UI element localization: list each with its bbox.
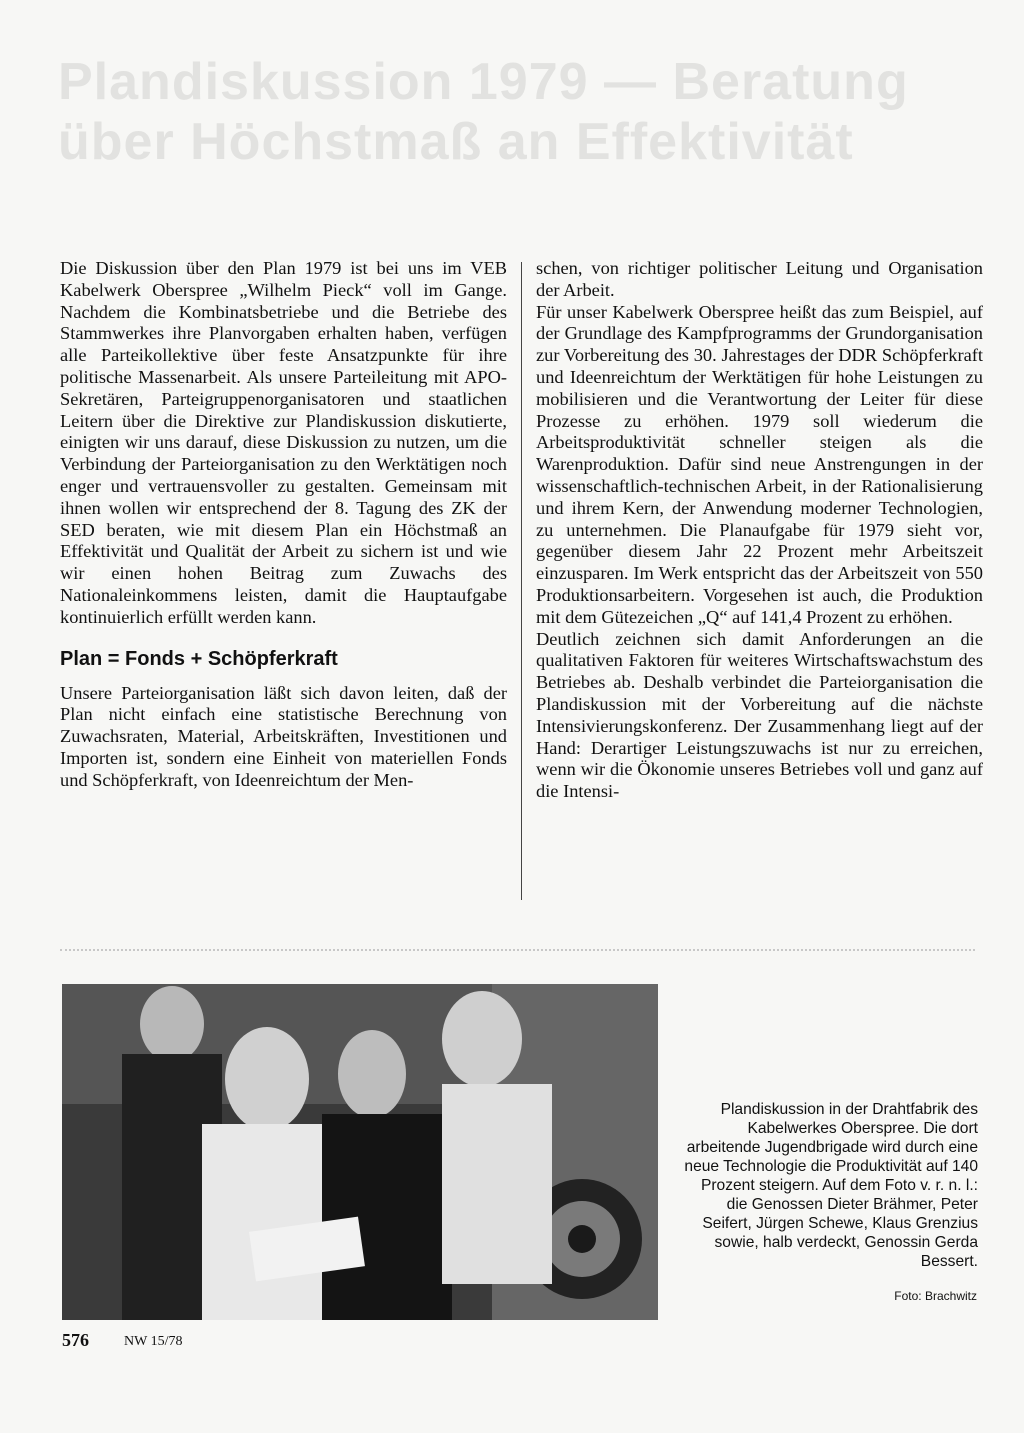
- article-column-left: [60, 258, 507, 792]
- section-subheading: Plan = Fonds + Schöpferkraft: [60, 647, 338, 670]
- column-divider: [521, 262, 522, 900]
- section-divider: [60, 949, 975, 951]
- photo-caption: Plandiskussion in der Drahtfabrik des Kabelwerkes Oberspree. Die dort arbeitende Jugendbrigade wird durch eine neue Technologie die Produktivität auf 140 Prozent steigern. Auf dem Foto v. r. n. l.: die Genossen Dieter Brähmer, Peter Seifert, Jürgen Schewe, Klaus Grenzius sowie, halb verdeckt, Genossin Gerda Bessert.: [684, 1101, 978, 1270]
- paragraph: Für unser Kabelwerk Oberspree heißt das zum Beispiel, auf der Grundlage des Kampfprogramms der Grundorganisation zur Vorbereitung des 30. Jahrestages der DDR Schöpferkraft und Ideenreichtum der Werktätigen für hohe Leistungen zu mobilisieren und die Verantwortung der Leiter für diese Prozesse zu erhöhen. 1979 soll wiederum die Arbeitsproduktivität schneller steigen als die Warenproduktion. Dafür sind neue Anstrengungen in der wissenschaftlich-technischen Arbeit, in der Rationalisierung und ihrem Kern, der Anwendung moderner Technologien, zu unternehmen. Die Planaufgabe für 1979 sieht vor, gegenüber diesem Jahr 22 Prozent mehr Arbeitszeit einzusparen. Im Werk entspricht das der Arbeitszeit von 550 Produktionsarbeitern. Vorgesehen ist auch, die Produktion mit dem Gütezeichen „Q“ auf 141,4 Prozent zu erhöhen.: [536, 301, 983, 627]
- photo-workers-discussion: [62, 984, 658, 1320]
- page-number: 576: [62, 1330, 89, 1350]
- paragraph: Deutlich zeichnen sich damit Anforderungen an die qualitativen Faktoren für weiteres Wirtschaftswachstum des Betriebes ab. Deshalb verbindet die Parteiorganisation die Plandiskussion mit der Vorbereitung auf die nächste Intensivierungskonferenz. Der Zusammenhang liegt auf der Hand: Derartiger Leistungszuwachs ist nur zu erreichen, wenn wir die Ökonomie unseres Betriebes voll und ganz auf die Intensi-: [536, 628, 983, 802]
- paragraph: Unsere Parteiorganisation läßt sich davon leiten, daß der Plan nicht einfach eine statistische Berechnung von Zuwachsraten, Material, Arbeitskräften, Investitionen und Importen ist, sondern eine Einheit von materiellen Fonds und Schöpferkraft, von Ideenreichtum der Men-: [60, 682, 507, 790]
- photo-illustration: [62, 984, 658, 1320]
- issue-label: NW 15/78: [124, 1334, 183, 1349]
- paragraph: Die Diskussion über den Plan 1979 ist bei uns im VEB Kabelwerk Oberspree „Wilhelm Pieck“ voll im Gange. Nachdem die Kombinatsbetriebe und die Betriebe des Stammwerkes ihre Planvorgaben erhalten haben, verfügen alle Parteikollektive über feste Ansatzpunkte für ihre politische Massenarbeit. Als unsere Parteileitung mit APO-Sekretären, Parteigruppenorganisatoren und staatlichen Leitern über die Direktive zur Plandiskussion diskutierte, einigten wir uns darauf, diese Diskussion zu nutzen, um die Verbindung der Parteiorganisation zu den Werktätigen noch enger und vertrauensvoller zu gestalten. Gemeinsam mit ihnen wollen wir entsprechend der 8. Tagung des ZK der SED beraten, wie mit diesem Plan ein Höchstmaß an Effektivität und Qualität der Arbeit zu sichern ist und wie wir einen hohen Beitrag zum Zuwachs des Nationaleinkommens leisten, damit die Hauptaufgabe kontinuierlich erfüllt werden kann.: [60, 258, 507, 627]
- paragraph: schen, von richtiger politischer Leitung und Organisation der Arbeit.: [536, 258, 983, 300]
- article-headline: Plandiskussion 1979 — Beratung über Höchstmaß an Effektivität: [58, 53, 909, 171]
- article-column-right: [536, 258, 983, 803]
- photo-credit: Foto: Brachwitz: [894, 1289, 977, 1303]
